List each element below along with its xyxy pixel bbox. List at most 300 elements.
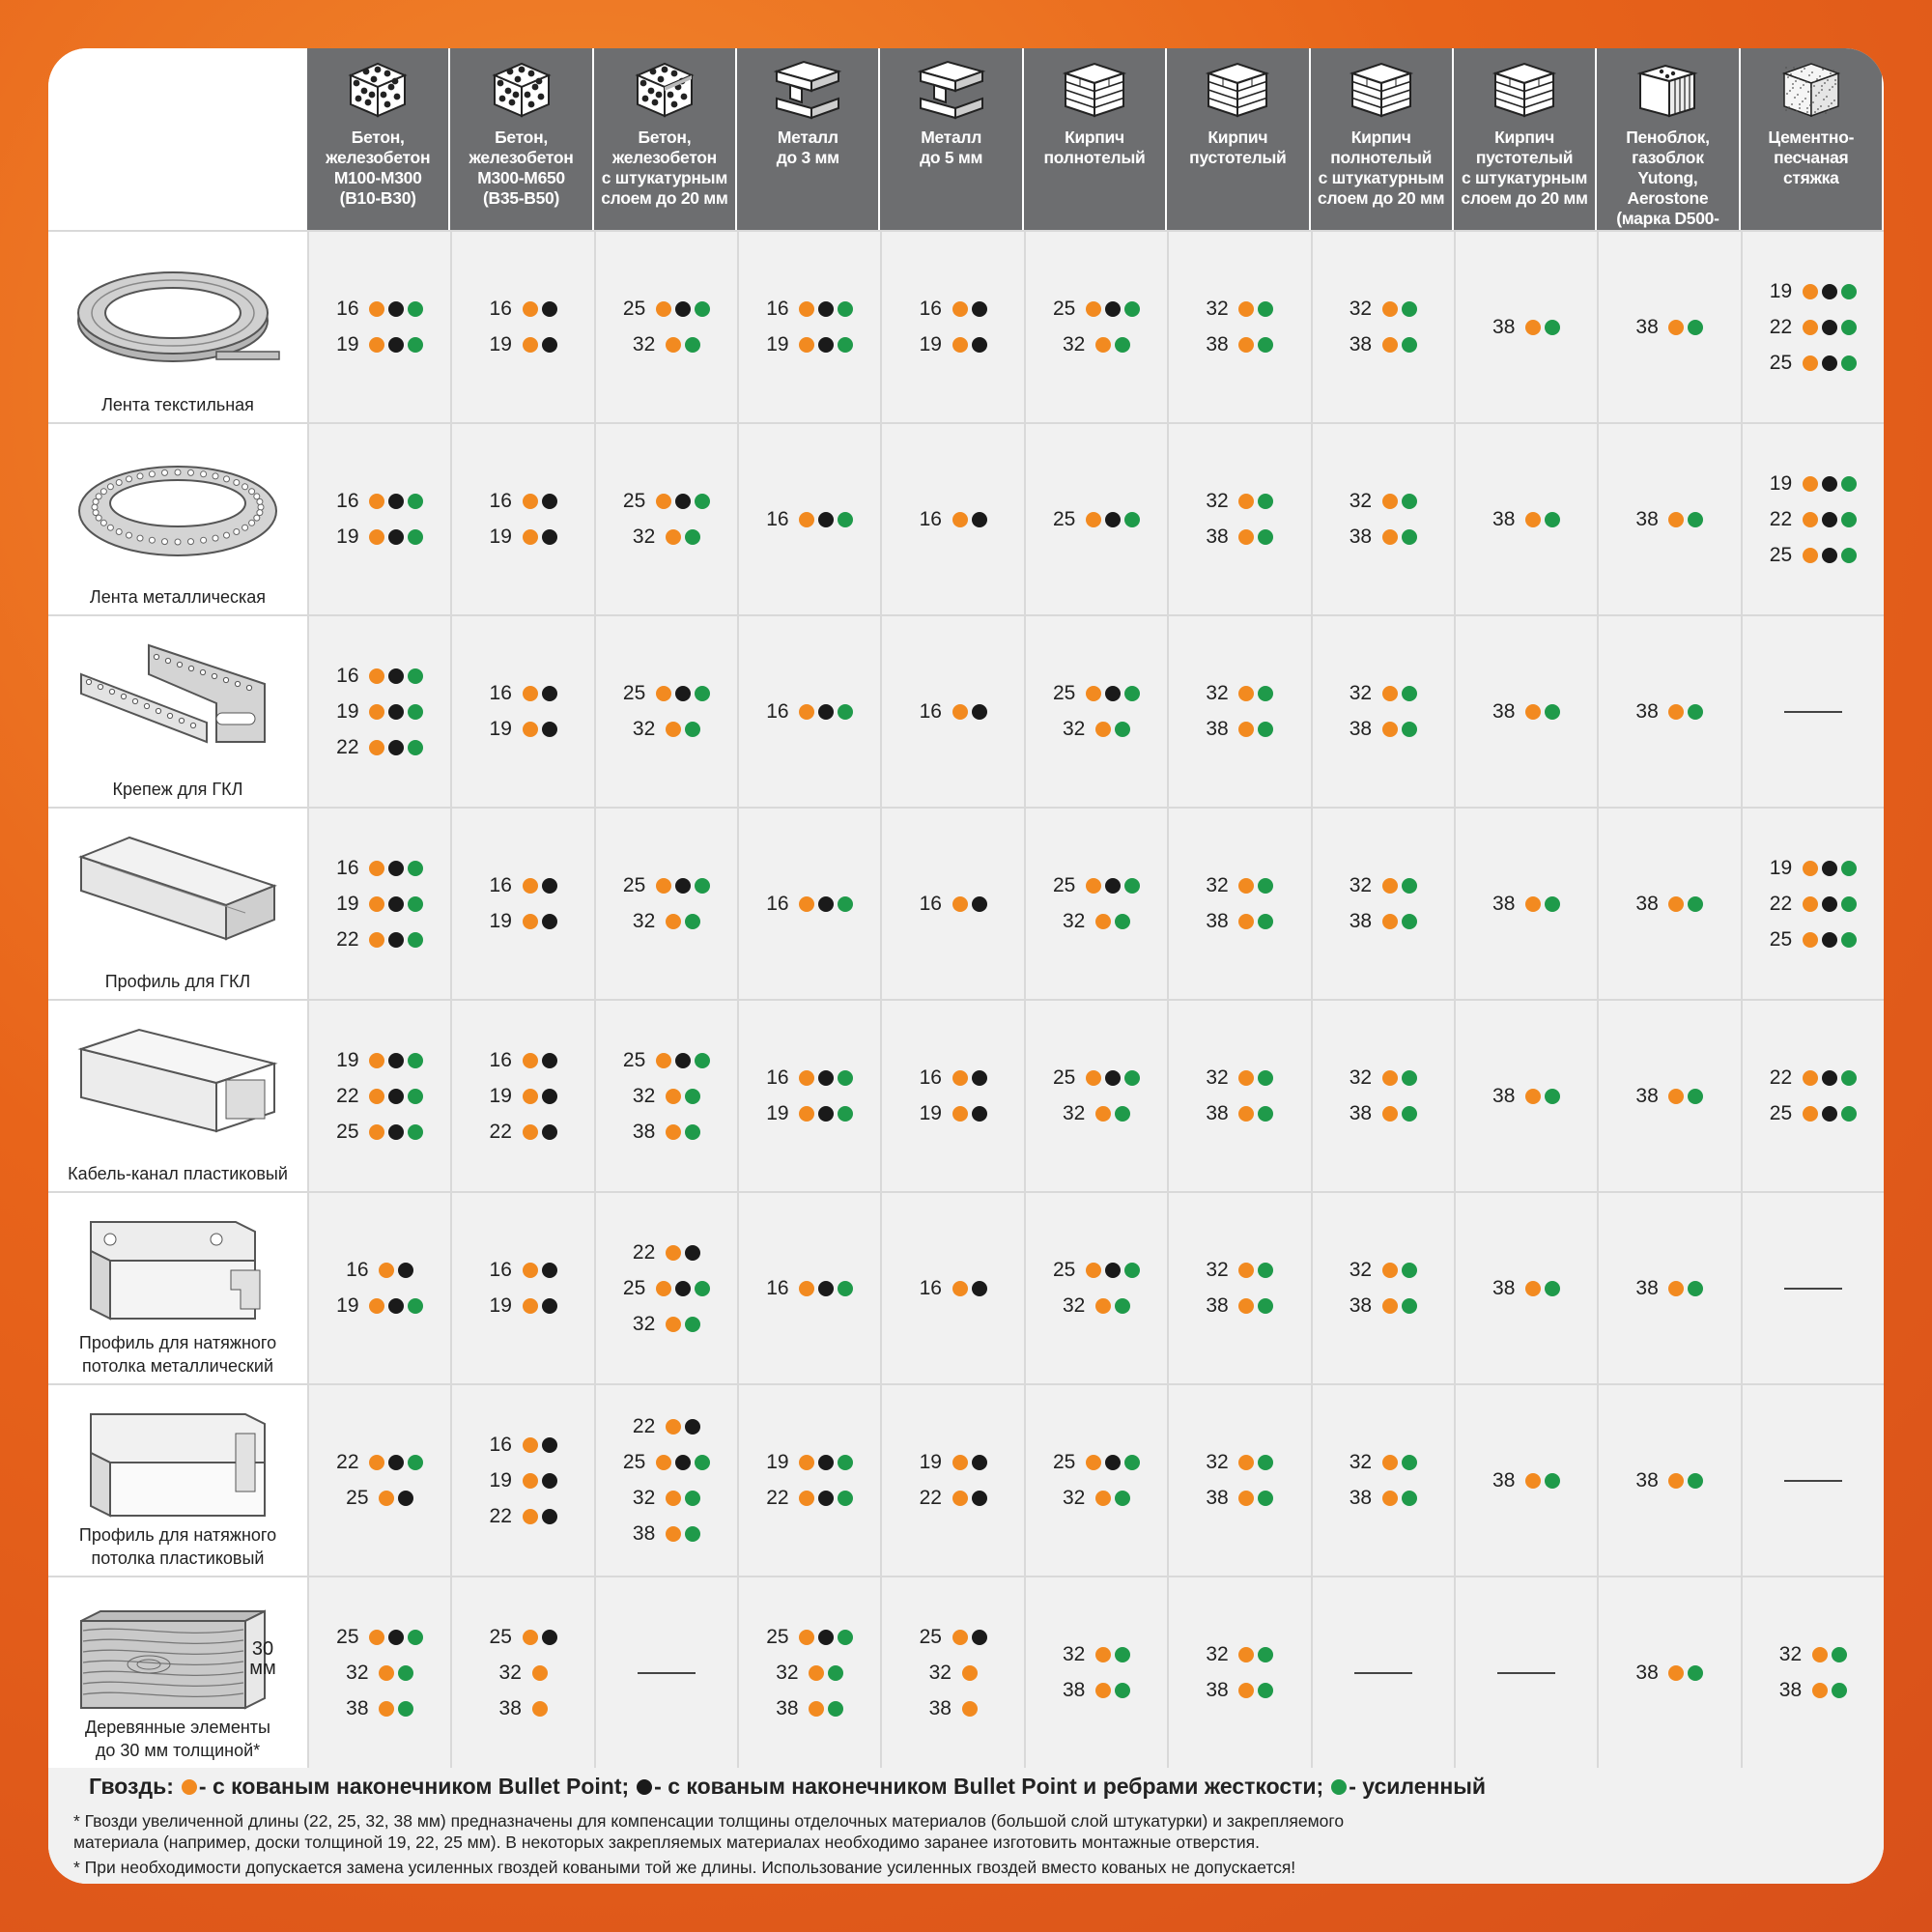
column-header-4 — [737, 48, 880, 230]
nail-length-entry — [336, 292, 423, 327]
legend-orange-dot — [182, 1779, 197, 1795]
orange-dot — [523, 1509, 538, 1524]
orange-dot — [952, 337, 968, 353]
orange-dot — [1382, 914, 1398, 929]
green-dot — [1688, 896, 1703, 912]
nail-length: 38 — [1635, 1276, 1659, 1299]
orange-dot — [1525, 1473, 1541, 1489]
green-dot — [838, 896, 853, 912]
orange-dot — [369, 1053, 384, 1068]
orange-dot — [656, 1455, 671, 1470]
nail-length: 32 — [1206, 874, 1229, 896]
black-dot — [1822, 320, 1837, 335]
nail-length-entry — [920, 327, 987, 363]
nail-length: 16 — [919, 507, 942, 530]
table-cell — [1597, 1383, 1740, 1576]
column-header-7 — [1167, 48, 1310, 230]
nail-length-entry — [1770, 345, 1857, 381]
black-dot — [1822, 1070, 1837, 1086]
nail-length: 32 — [632, 1084, 656, 1107]
column-header-label: Бетон, железобетон М300-М650 (В35-В50) — [469, 128, 574, 208]
nail-length: 32 — [632, 1312, 656, 1335]
green-dot — [1402, 529, 1417, 545]
table-cell — [1454, 422, 1597, 614]
table-cell — [1167, 422, 1310, 614]
nail-length: 38 — [1206, 718, 1229, 740]
orange-dot — [799, 1455, 814, 1470]
green-dot — [1688, 320, 1703, 335]
orange-dot — [1086, 512, 1101, 527]
orange-dot — [1382, 1455, 1398, 1470]
orange-dot — [799, 1106, 814, 1122]
nail-length-entry — [766, 327, 853, 363]
nail-length-entry — [1206, 1289, 1273, 1324]
column-header-5 — [880, 48, 1023, 230]
table-cell — [1167, 1383, 1310, 1576]
table-cell — [1024, 999, 1167, 1191]
black-dot — [818, 1070, 834, 1086]
orange-dot — [379, 1701, 394, 1717]
nail-length: 22 — [1769, 892, 1793, 915]
nail-length: 32 — [632, 910, 656, 932]
green-dot — [695, 878, 710, 894]
column-header-8 — [1311, 48, 1454, 230]
green-dot — [838, 1281, 853, 1296]
nail-length-entry — [1350, 1481, 1417, 1517]
nail-length-entry — [336, 886, 423, 922]
green-dot — [1402, 1263, 1417, 1278]
green-dot — [1402, 494, 1417, 509]
nail-length: 25 — [1052, 1259, 1076, 1281]
green-dot — [1841, 896, 1857, 912]
nail-length-entry — [490, 1253, 557, 1289]
green-dot — [1688, 1665, 1703, 1681]
green-dot — [1402, 1070, 1417, 1086]
nail-length: 19 — [336, 892, 359, 915]
nail-length: 25 — [1052, 507, 1076, 530]
ceiling-profile-plastic-icon — [71, 1405, 284, 1530]
nail-length-entry — [1350, 904, 1417, 940]
brick-icon — [1341, 58, 1422, 120]
drywall-profile-icon — [71, 828, 284, 953]
nail-length-entry — [1770, 273, 1857, 309]
orange-dot — [799, 1281, 814, 1296]
row-header-3 — [48, 614, 307, 807]
nail-length-entry — [336, 1042, 423, 1078]
nail-length: 32 — [1206, 1066, 1229, 1089]
row-header-5 — [48, 999, 307, 1191]
column-header-label: Кирпич пустотелый с штукатурным слоем до 20 мм — [1461, 128, 1588, 208]
nail-length-entry — [929, 1655, 978, 1690]
nail-length: 25 — [766, 1625, 789, 1648]
orange-dot — [369, 529, 384, 545]
black-dot — [972, 1491, 987, 1506]
green-dot — [838, 1491, 853, 1506]
nail-length-entry — [633, 520, 700, 555]
table-cell — [1741, 1383, 1884, 1576]
nail-length: 38 — [1635, 699, 1659, 723]
column-header-label: Кирпич полнотелый с штукатурным слоем до 20 мм — [1318, 128, 1445, 208]
green-dot — [695, 1053, 710, 1068]
green-dot — [1402, 1455, 1417, 1470]
table-cell — [880, 614, 1023, 807]
green-dot — [838, 337, 853, 353]
orange-dot — [952, 704, 968, 720]
table-cell — [1311, 807, 1454, 999]
green-dot — [1115, 1106, 1130, 1122]
table-cell — [307, 1576, 450, 1768]
green-dot — [1124, 1263, 1140, 1278]
compatibility-table — [48, 48, 1884, 1768]
nail-length: 32 — [1349, 298, 1373, 320]
black-dot — [685, 1245, 700, 1261]
black-dot — [972, 337, 987, 353]
table-cell — [1311, 1576, 1454, 1768]
black-dot — [1822, 932, 1837, 948]
black-dot — [818, 1491, 834, 1506]
table-cell — [450, 230, 593, 422]
nail-length: 19 — [1769, 856, 1793, 879]
nail-length-entry — [1063, 1289, 1130, 1324]
nail-length-entry — [1206, 1061, 1273, 1096]
orange-dot — [1238, 301, 1254, 317]
legend-line — [89, 1774, 1486, 1800]
nail-length: 32 — [1206, 1259, 1229, 1281]
orange-dot — [1238, 1263, 1254, 1278]
row-header-label: Кабель-канал пластиковый — [68, 1164, 288, 1183]
nail-length-entry — [1206, 868, 1273, 904]
nail-length-entry — [1350, 712, 1417, 748]
nail-length-entry — [633, 1409, 700, 1445]
green-dot — [1402, 914, 1417, 929]
green-dot — [1258, 1647, 1273, 1662]
table-cell — [737, 614, 880, 807]
wood-thickness-label: 30 мм — [249, 1638, 276, 1679]
black-dot — [1105, 1455, 1121, 1470]
nail-length: 32 — [1206, 490, 1229, 512]
orange-dot — [1525, 512, 1541, 527]
black-dot — [818, 896, 834, 912]
nail-length: 38 — [1492, 1084, 1516, 1107]
nail-length: 32 — [1062, 1643, 1086, 1665]
black-dot — [1822, 512, 1837, 527]
table-cell — [1741, 230, 1884, 422]
nail-length-entry — [633, 1481, 700, 1517]
black-dot — [972, 1630, 987, 1645]
nail-length-entry — [336, 1078, 423, 1114]
orange-dot — [1803, 355, 1818, 371]
orange-dot — [523, 301, 538, 317]
nail-length-entry — [1206, 484, 1273, 520]
nail-length-entry — [336, 850, 423, 886]
table-cell — [880, 1383, 1023, 1576]
nail-length: 32 — [1349, 490, 1373, 512]
orange-dot — [1668, 1665, 1684, 1681]
nail-length: 25 — [336, 1120, 359, 1143]
black-dot — [1822, 896, 1837, 912]
green-dot — [838, 1070, 853, 1086]
nail-length-entry — [1350, 1096, 1417, 1132]
nail-length: 16 — [919, 699, 942, 723]
black-dot — [818, 1630, 834, 1645]
nail-length-entry — [633, 1517, 700, 1552]
orange-dot — [666, 337, 681, 353]
black-dot — [388, 529, 404, 545]
nail-length-entry — [1206, 1673, 1273, 1709]
nail-length: 22 — [336, 1451, 359, 1473]
green-dot — [838, 704, 853, 720]
nail-length-entry — [1063, 1637, 1130, 1673]
black-dot — [542, 686, 557, 701]
green-dot — [685, 1317, 700, 1332]
nail-length: 25 — [622, 1276, 646, 1299]
nail-length: 25 — [1769, 927, 1793, 951]
nail-length: 16 — [766, 699, 789, 723]
green-dot — [1832, 1683, 1847, 1698]
black-dot — [1822, 355, 1837, 371]
green-dot — [1258, 1263, 1273, 1278]
black-dot — [542, 722, 557, 737]
nail-length-entry — [1492, 1270, 1560, 1306]
orange-dot — [532, 1701, 548, 1717]
green-dot — [838, 1630, 853, 1645]
nail-length: 16 — [766, 1276, 789, 1299]
table-cell — [594, 614, 737, 807]
black-dot — [972, 1455, 987, 1470]
black-dot — [542, 1630, 557, 1645]
nail-length: 22 — [489, 1120, 512, 1143]
orange-dot — [1382, 722, 1398, 737]
orange-dot — [1238, 686, 1254, 701]
black-dot — [542, 494, 557, 509]
green-dot — [398, 1665, 413, 1681]
table-cell — [307, 230, 450, 422]
not-applicable-dash — [1784, 1288, 1842, 1290]
nail-length-entry — [1206, 1445, 1273, 1481]
ceiling-profile-metal-icon — [71, 1212, 284, 1338]
nail-length-entry — [623, 1445, 710, 1481]
orange-dot — [523, 1298, 538, 1314]
table-cell — [1454, 614, 1597, 807]
orange-dot — [523, 1263, 538, 1278]
nail-length: 38 — [1349, 333, 1373, 355]
green-dot — [1832, 1647, 1847, 1662]
green-dot — [838, 1455, 853, 1470]
table-cell — [450, 999, 593, 1191]
green-dot — [1402, 1491, 1417, 1506]
green-dot — [1124, 1455, 1140, 1470]
nail-length: 22 — [632, 1240, 656, 1264]
orange-dot — [1095, 1491, 1111, 1506]
nail-length-entry — [766, 1481, 853, 1517]
column-header-label: Бетон, железобетон с штукатурным слоем до 20 мм — [601, 128, 728, 208]
orange-dot — [369, 896, 384, 912]
table-cell — [1597, 422, 1740, 614]
nail-length: 32 — [1349, 1066, 1373, 1089]
concrete-icon — [481, 58, 562, 120]
nail-length: 32 — [1062, 718, 1086, 740]
nail-length: 19 — [489, 1468, 512, 1492]
black-dot — [542, 1473, 557, 1489]
concrete-icon — [337, 58, 418, 120]
row-header-label: Деревянные элементы до 30 мм толщиной* — [85, 1718, 270, 1760]
metal-beam-icon — [911, 58, 992, 120]
nail-length: 16 — [336, 490, 359, 512]
green-dot — [1115, 1491, 1130, 1506]
nail-length: 22 — [1769, 507, 1793, 530]
nail-length-entry — [920, 1481, 987, 1517]
nail-length: 32 — [1206, 682, 1229, 704]
green-dot — [1841, 861, 1857, 876]
table-cell — [1024, 807, 1167, 999]
orange-dot — [1086, 1070, 1101, 1086]
table-cell — [450, 1191, 593, 1383]
nail-length: 32 — [1062, 1294, 1086, 1317]
nail-length-entry — [920, 1061, 987, 1096]
orange-dot — [1803, 512, 1818, 527]
green-dot — [1124, 301, 1140, 317]
table-cell — [737, 999, 880, 1191]
green-dot — [1115, 1298, 1130, 1314]
black-dot — [398, 1491, 413, 1506]
black-dot — [542, 914, 557, 929]
green-dot — [685, 1526, 700, 1542]
orange-dot — [962, 1701, 978, 1717]
legend-green-text: - усиленный — [1349, 1774, 1487, 1799]
table-cell — [880, 230, 1023, 422]
orange-dot — [952, 1281, 968, 1296]
orange-dot — [666, 1419, 681, 1435]
nail-length: 32 — [632, 333, 656, 355]
orange-dot — [523, 914, 538, 929]
table-cell — [594, 230, 737, 422]
nail-length: 32 — [1062, 333, 1086, 355]
table-cell — [1741, 614, 1884, 807]
nail-length-entry — [346, 1481, 413, 1517]
column-header-label: Металл до 5 мм — [920, 128, 983, 167]
nail-length: 38 — [1635, 1468, 1659, 1492]
orange-dot — [1095, 722, 1111, 737]
nail-length: 32 — [1349, 874, 1373, 896]
green-dot — [408, 861, 423, 876]
nail-length-entry — [346, 1253, 413, 1289]
orange-dot — [523, 494, 538, 509]
nail-length: 38 — [1349, 1294, 1373, 1317]
nail-length-entry — [1053, 501, 1140, 537]
orange-dot — [1238, 1298, 1254, 1314]
table-cell — [1597, 230, 1740, 422]
nail-length: 25 — [1769, 543, 1793, 566]
nail-length: 19 — [336, 699, 359, 723]
nail-length: 38 — [632, 1522, 656, 1545]
orange-dot — [799, 1070, 814, 1086]
table-cell — [737, 807, 880, 999]
table-cell — [1454, 999, 1597, 1191]
green-dot — [1545, 320, 1560, 335]
nail-length: 32 — [632, 526, 656, 548]
green-dot — [408, 529, 423, 545]
nail-length-entry — [490, 1463, 557, 1498]
orange-dot — [1382, 878, 1398, 894]
legend-black-text: - с кованым наконечником Bullet Point и ребрами жесткости; — [654, 1774, 1324, 1799]
orange-dot — [369, 932, 384, 948]
nail-length-entry — [336, 1114, 423, 1150]
nail-length: 25 — [622, 298, 646, 320]
nail-length: 16 — [766, 298, 789, 320]
nail-length-entry — [1635, 1655, 1703, 1690]
orange-dot — [1095, 1106, 1111, 1122]
green-dot — [1115, 337, 1130, 353]
nail-length-entry — [1063, 327, 1130, 363]
nail-length-entry — [633, 904, 700, 940]
row-header-label: Лента металлическая — [89, 587, 267, 607]
nail-length: 16 — [489, 682, 512, 704]
orange-dot — [1086, 878, 1101, 894]
nail-length: 38 — [1206, 1679, 1229, 1701]
green-dot — [838, 1106, 853, 1122]
orange-dot — [369, 704, 384, 720]
orange-dot — [666, 1245, 681, 1261]
legend-black-dot — [637, 1779, 652, 1795]
nail-length-entry — [1779, 1673, 1847, 1709]
nail-length-entry — [766, 1096, 853, 1132]
nail-length: 25 — [622, 1451, 646, 1473]
orange-dot — [1238, 878, 1254, 894]
green-dot — [1841, 1106, 1857, 1122]
foam-block-icon — [1627, 58, 1708, 120]
nail-length: 19 — [489, 910, 512, 932]
orange-dot — [369, 1089, 384, 1104]
orange-dot — [666, 529, 681, 545]
green-dot — [1841, 284, 1857, 299]
table-cell — [1741, 999, 1884, 1191]
orange-dot — [1668, 896, 1684, 912]
black-dot — [542, 301, 557, 317]
table-cell — [450, 1383, 593, 1576]
black-dot — [1105, 878, 1121, 894]
orange-dot — [666, 1124, 681, 1140]
nail-length: 25 — [622, 874, 646, 896]
green-dot — [408, 494, 423, 509]
cement-screed-icon — [1771, 58, 1852, 120]
nail-length-entry — [336, 520, 423, 555]
orange-dot — [952, 1491, 968, 1506]
row-header-label: Лента текстильная — [101, 395, 254, 414]
orange-dot — [666, 1526, 681, 1542]
nail-length-entry — [766, 1061, 853, 1096]
black-dot — [1105, 686, 1121, 701]
orange-dot — [1803, 476, 1818, 492]
nail-length: 32 — [632, 718, 656, 740]
nail-length-entry — [1635, 694, 1703, 729]
nail-length-entry — [1350, 1061, 1417, 1096]
nail-length-entry — [920, 1619, 987, 1655]
black-dot — [542, 337, 557, 353]
orange-dot — [656, 494, 671, 509]
table-cell — [450, 422, 593, 614]
row-header-2 — [48, 422, 307, 614]
nail-length: 32 — [632, 1487, 656, 1509]
nail-length-entry — [499, 1690, 548, 1726]
column-header-label: Кирпич пустотелый — [1189, 128, 1287, 167]
nail-length: 38 — [1635, 315, 1659, 338]
compatibility-table-card — [48, 48, 1884, 1884]
black-dot — [675, 494, 691, 509]
nail-length-entry — [623, 868, 710, 904]
nail-length: 25 — [622, 1048, 646, 1071]
not-applicable-dash — [1784, 711, 1842, 713]
orange-dot — [1382, 1070, 1398, 1086]
